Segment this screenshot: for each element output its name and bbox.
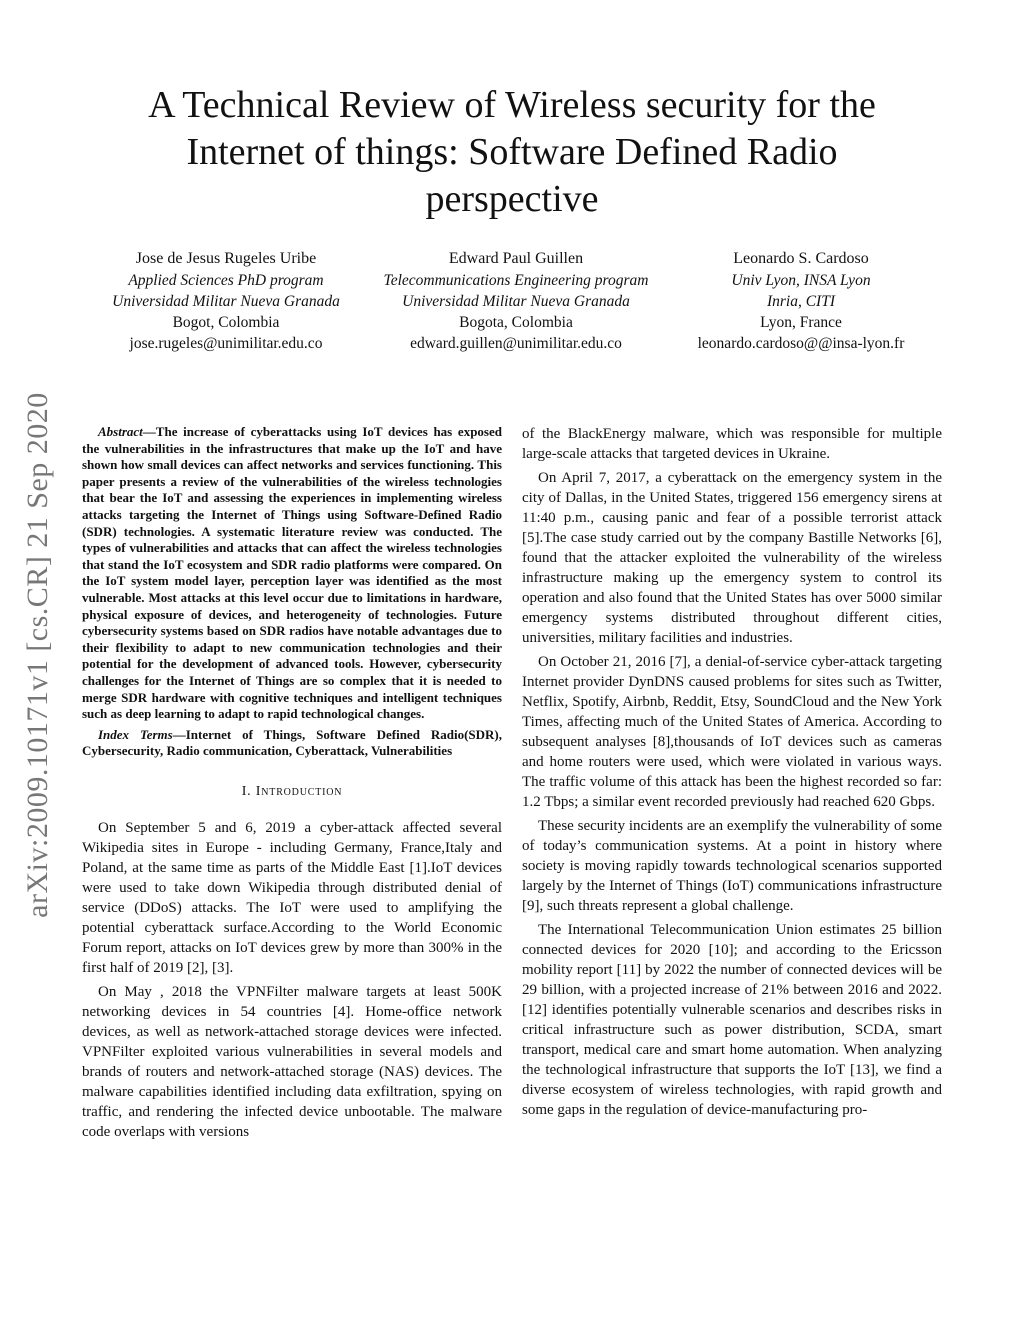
author-3 [676, 248, 926, 354]
author-institution: Inria, CITI [766, 293, 836, 310]
index-terms [82, 727, 502, 760]
author-institution: Universidad Militar Nueva Granada [402, 293, 630, 310]
author-name: Edward Paul Guillen [448, 250, 584, 267]
paper-title: A Technical Review of Wireless security for the Internet of things: Software Defined Radio perspective [148, 84, 876, 220]
paragraph: On April 7, 2017, a cyberattack on the emergency system in the city of Dallas, in the United States, triggered 156 emergency sirens at 11:40 p.m., causing panic and fear of a possible terrorist attack [5].The case study carried out by the company Bastille Networks [6], found that the attacker exploited the vulnerability of the wireless infrastructure making up the emergency system to control its operation and also found that the United States has over 5000 similar emergency systems distributed throughout different cities, universities, military facilities and industries. [522, 470, 942, 646]
section-number: I. [241, 783, 252, 799]
author-2 [356, 248, 676, 354]
paragraph: These security incidents are an exemplify the vulnerability of some of today’s communication systems. At a point in history where society is moving rapidly towards technological scenarios supported largely by the Internet of Things (IoT) communications infrastructure [9], such threats represent a global challenge. [522, 818, 942, 914]
author-city: Bogota, Colombia [459, 314, 573, 331]
paragraph: The International Telecommunication Union estimates 25 billion connected devices for 2020 [10]; and according to the Ericsson mobility report [11] by 2022 the number of connected devices will be 29 billion, with a projected increase of 21% between 2016 and 2022. [12] identifies potentially vulnerable scenarios and describes risks in critical infrastructure such as power distribution, SCDA, smart transport, medical care and smart home automation. When analyzing the technological infrastructure that supports the IoT [13], we find a diverse ecosystem of wireless technologies, with rapid growth and some gaps in the regulation of device-manufacturing pro- [522, 922, 942, 1118]
abstract-label: Abstract [98, 424, 143, 439]
author-email: leonardo.cardoso@@insa-lyon.fr [697, 335, 905, 352]
index-terms-label: Index Terms [98, 726, 173, 742]
author-city: Bogot, Colombia [172, 314, 280, 331]
author-city: Lyon, France [760, 314, 842, 331]
left-column [82, 424, 502, 1142]
right-column [522, 424, 942, 1120]
author-name: Jose de Jesus Rugeles Uribe [135, 250, 317, 267]
arxiv-stamp-text: arXiv:2009.10171v1 [cs.CR] 21 Sep 2020 [21, 392, 55, 918]
author-institution: Universidad Militar Nueva Granada [112, 293, 340, 310]
author-affiliation: Telecommunications Engineering program [383, 272, 649, 289]
author-email: jose.rugeles@unimilitar.edu.co [129, 335, 323, 352]
paragraph: On May , 2018 the VPNFilter malware targets at least 500K networking devices in 54 countries [4]. Home-office network devices, as well as network-attached storage devices were infected. VPNFilter exploited various vulnerabilities in several models and brands of routers and network-attached storage (NAS) devices. The malware capabilities identified including data exfiltration, spying on traffic, and rendering the infected device unbootable. The malware code overlaps with versions [82, 983, 502, 1140]
author-affiliation: Univ Lyon, INSA Lyon [731, 272, 871, 289]
section-title: Introduction [255, 783, 343, 799]
index-terms-text: —Internet of Things, Software Defined Radio(SDR), Cybersecurity, Radio communication, Cyberattack, Vulnerabilities [82, 726, 502, 759]
author-name: Leonardo S. Cardoso [733, 250, 869, 267]
abstract-text: —The increase of cyberattacks using IoT devices has exposed the vulnerabilities in the infrastructures that make up the IoT and have shown how small devices can affect networks and services functioning. This paper presents a review of the vulnerabilities of the wireless technologies that bear the IoT and assessing the experiences in implementing wireless attacks targeting the Internet of Things using Software-Defined Radio (SDR) technologies. A systematic literature review was conducted. The types of vulnerabilities and attacks that can affect the wireless technologies that stand the IoT ecosystem and SDR radio platforms were compared. On the IoT system model layer, perception layer was identified as the most vulnerable. Most attacks at this level occur due to limitations in hardware, physical exposure of devices, and heterogeneity of technologies. Future cybersecurity systems based on SDR radios have notable advantages due to their flexibility to adapt to new communication technologies and their potential for the development of advanced tools. However, cybersecurity challenges for the Internet of Things are so complex that it is needed to merge SDR hardware with cognitive techniques and intelligent techniques such as deep learning to adapt to rapid technological changes. [82, 424, 502, 722]
author-email: edward.guillen@unimilitar.edu.co [410, 335, 622, 352]
paragraph: of the BlackEnergy malware, which was responsible for multiple large-scale attacks that targeted devices in Ukraine. [522, 426, 942, 462]
paragraph: On October 21, 2016 [7], a denial-of-service cyber-attack targeting Internet provider DynDNS caused problems for sites such as Twitter, Netflix, Spotify, Airbnb, Reddit, Etsy, SoundCloud and the New York Times, affecting much of the United States of America. According to subsequent analyses [8],thousands of IoT devices such as cameras and home routers were used, which were violated in various ways. The traffic volume of this attack has been the highest recorded so far: 1.2 Tbps; a similar event recorded previously had reached 620 Gbps. [522, 654, 942, 810]
paragraph: On September 5 and 6, 2019 a cyber-attack affected several Wikipedia sites in Europe - including Germany, France,Italy and Poland, at the same time as parts of the Middle East [1].IoT devices were used to take down Wikipedia through distributed denial of service (DDoS) attacks. The IoT were used to amplifying the potential cyberattack surface.According to the World Economic Forum report, attacks on IoT devices grew by more than 300% in the first half of 2019 [2], [3]. [82, 819, 502, 976]
abstract [82, 424, 502, 723]
author-affiliation: Applied Sciences PhD program [128, 272, 324, 289]
author-1 [86, 248, 366, 354]
arxiv-stamp [18, 360, 58, 950]
section-heading [82, 782, 502, 802]
